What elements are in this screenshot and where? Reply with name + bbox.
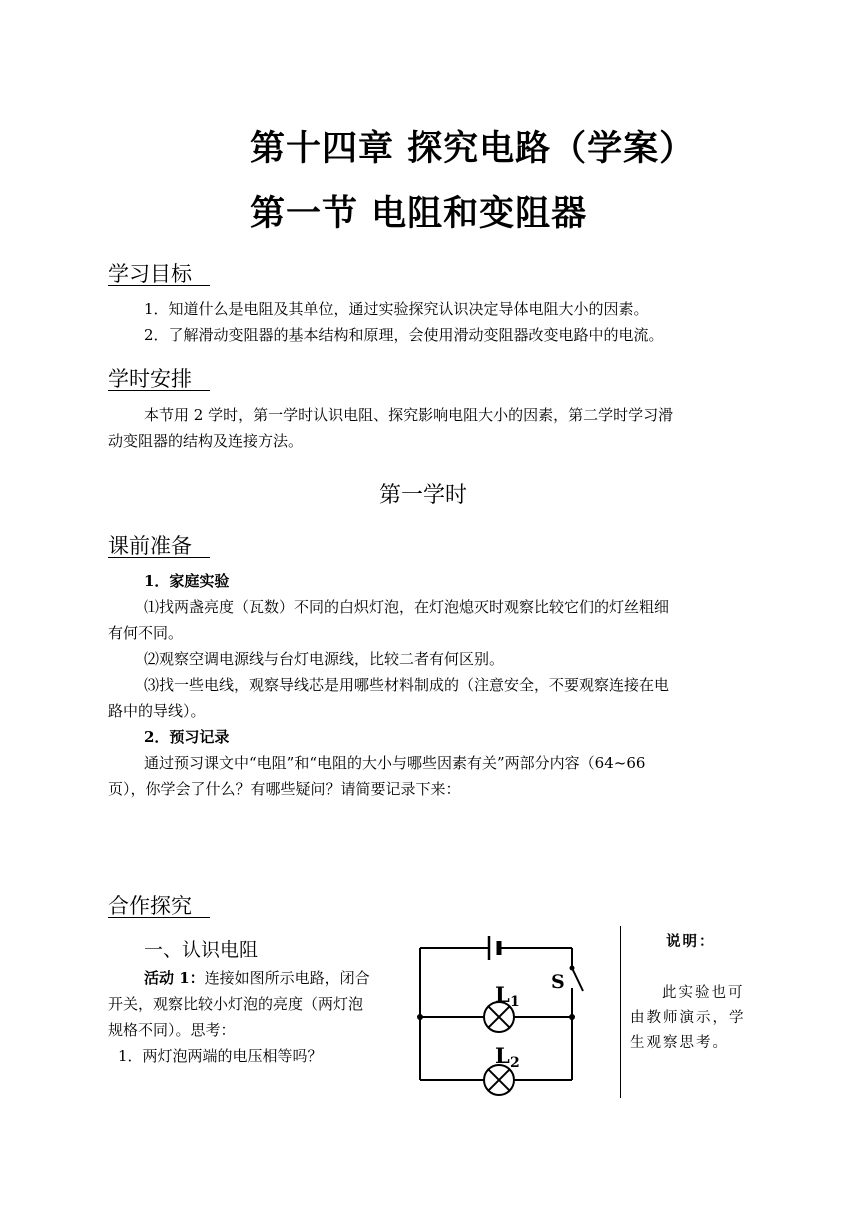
- chapter-title: 第十四章 探究电路（学案）: [250, 129, 696, 169]
- explore-heading: 合作探究: [108, 894, 192, 918]
- goal-item-1: 1．知道什么是电阻及其单位，通过实验探究认识决定导体电阻大小的因素。: [144, 300, 649, 318]
- schedule-text-line-2: 动变阻器的结构及连接方法。: [108, 432, 304, 450]
- note-title: 说明：: [666, 933, 716, 950]
- note-divider: [620, 926, 621, 1098]
- switch-pivot-dot: [570, 966, 575, 971]
- lamp-l2-label: L: [495, 1043, 510, 1068]
- circuit-diagram: [405, 920, 605, 1110]
- junction-right: [569, 1014, 575, 1020]
- schedule-text-line-1: 本节用 2 学时，第一学时认识电阻、探究影响电阻大小的因素，第二学时学习滑: [144, 406, 674, 424]
- activity-1-text-line-2: 开关，观察比较小灯泡的亮度（两灯泡: [108, 995, 364, 1013]
- home-item-2: ⑵观察空调电源线与台灯电源线，比较二者有何区别。: [144, 650, 505, 668]
- prep-heading-underline: [108, 557, 210, 558]
- home-item-1-line-1: ⑴找两盏亮度（瓦数）不同的白炽灯泡，在灯泡熄灭时观察比较它们的灯丝粗细: [144, 598, 670, 616]
- goals-heading-underline: [108, 285, 210, 286]
- note-line-3: 生观察思考。: [630, 1035, 729, 1051]
- lamp-l2-subscript: 2: [510, 1055, 520, 1071]
- note-line-2: 由教师演示，学: [630, 1010, 746, 1026]
- activity-1-text-line-3: 规格不同）。思考：: [108, 1021, 236, 1039]
- home-item-3-line-1: ⑶找一些电线，观察导线芯是用哪些材料制成的（注意安全，不要观察连接在电: [144, 676, 670, 694]
- note-line-1: 此实验也可: [662, 985, 745, 1001]
- schedule-heading-underline: [108, 390, 210, 391]
- lamp-l1-label: L: [495, 982, 510, 1007]
- junction-left: [417, 1014, 423, 1020]
- preview-record-line-2: 页），你学会了什么？有哪些疑问？请简要记录下来：: [108, 780, 461, 798]
- home-item-3-line-2: 路中的导线）。: [108, 702, 206, 720]
- lamp-l1-subscript: 1: [510, 994, 520, 1010]
- prep-heading: 课前准备: [108, 534, 192, 558]
- preview-record-title: 2．预习记录: [144, 728, 230, 746]
- question-1: 1．两灯泡两端的电压相等吗？: [118, 1047, 323, 1065]
- home-experiment-title: 1．家庭实验: [144, 572, 230, 590]
- switch-label: S: [551, 971, 565, 993]
- goals-heading: 学习目标: [108, 262, 192, 286]
- home-item-1-line-2: 有何不同。: [108, 624, 184, 642]
- explore-heading-underline: [108, 917, 210, 918]
- activity-1-label: 活动 1：: [144, 969, 205, 987]
- switch-blade: [572, 968, 583, 991]
- section-title: 第一节 电阻和变阻器: [250, 194, 588, 234]
- recognize-resistance-heading: 一、认识电阻: [144, 939, 259, 961]
- schedule-heading: 学时安排: [108, 367, 192, 391]
- preview-record-line-1: 通过预习课文中“电阻”和“电阻的大小与哪些因素有关”两部分内容（64~66: [144, 754, 646, 772]
- activity-1-text-line-1: 连接如图所示电路，闭合: [204, 969, 370, 987]
- period-title: 第一学时: [379, 483, 468, 508]
- goal-item-2: 2．了解滑动变阻器的基本结构和原理，会使用滑动变阻器改变电路中的电流。: [144, 326, 664, 344]
